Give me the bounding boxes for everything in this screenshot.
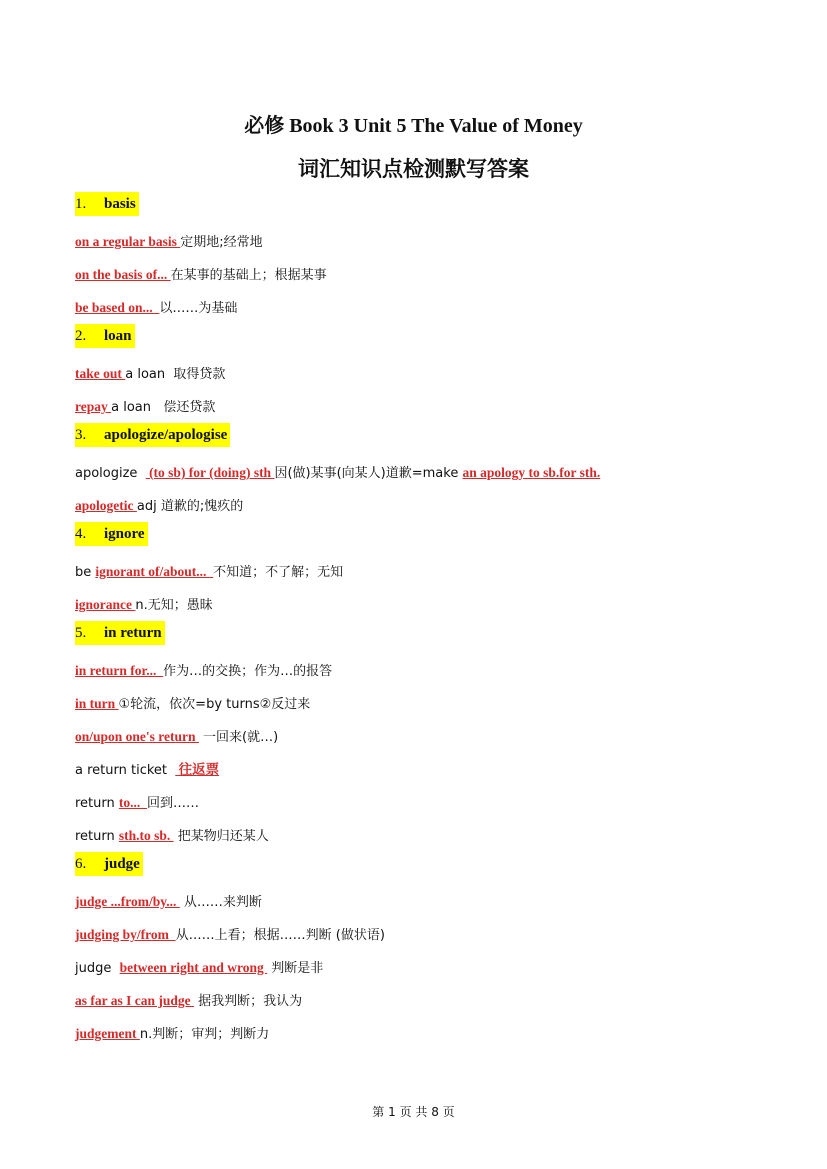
answer-phrase: 往返票	[175, 762, 220, 777]
phrase-text: 回到……	[147, 796, 200, 811]
phrase-line	[75, 951, 775, 984]
section-keyword: loan	[104, 328, 132, 344]
answer-phrase: be based on...	[75, 300, 160, 315]
answer-phrase: (to sb) for (doing) sth	[145, 465, 275, 480]
phrase-text: 从……来判断	[179, 895, 262, 910]
section-heading-row	[75, 522, 775, 555]
answer-phrase: ignorance	[75, 597, 136, 612]
answer-phrase: between right and wrong	[119, 960, 268, 975]
phrase-text: ①轮流，依次=by turns②反过来	[118, 697, 311, 712]
section-keyword: judge	[104, 856, 140, 872]
phrase-text: a return ticket	[75, 763, 176, 778]
phrase-text: 据我判断；我认为	[194, 994, 303, 1009]
footer-suffix: 页	[438, 1105, 455, 1119]
phrase-line	[75, 489, 775, 522]
phrase-text: return	[75, 829, 119, 844]
phrase-text: return	[75, 796, 119, 811]
footer-prefix: 第	[372, 1105, 389, 1119]
phrase-line	[75, 984, 775, 1017]
section-number: 2.	[75, 328, 87, 344]
section-heading-row	[75, 423, 775, 456]
section-number: 6.	[75, 856, 87, 872]
section-heading	[75, 621, 165, 645]
answer-phrase: take out	[75, 366, 126, 381]
answer-phrase: in return for...	[75, 663, 164, 678]
answer-phrase: apologetic	[75, 498, 137, 513]
phrase-line	[75, 654, 775, 687]
phrase-text: adj 道歉的;愧疚的	[136, 499, 244, 514]
section-heading	[75, 192, 139, 216]
answer-phrase: repay	[75, 399, 112, 414]
phrase-line	[75, 555, 775, 588]
phrase-text: 因(做)某事(向某人)道歉=make	[274, 466, 463, 481]
phrase-line	[75, 819, 775, 852]
phrase-line	[75, 885, 775, 918]
page-number: 1	[388, 1105, 396, 1119]
phrase-line	[75, 687, 775, 720]
section-keyword: in return	[104, 625, 162, 641]
phrase-text: 作为…的交换；作为…的报答	[163, 664, 333, 679]
footer-middle: 页 共	[395, 1105, 432, 1119]
phrase-text: 以……为基础	[159, 301, 238, 316]
phrase-line	[75, 753, 775, 786]
phrase-line	[75, 1017, 775, 1050]
phrase-line	[75, 456, 775, 489]
section-heading-row	[75, 192, 775, 225]
phrase-line	[75, 357, 775, 390]
phrase-text: 一回来(就…)	[198, 730, 279, 745]
answer-phrase: in turn	[75, 696, 119, 711]
page-total: 8	[431, 1105, 439, 1119]
phrase-text: 定期地;经常地	[180, 235, 263, 250]
answer-phrase: sth.to sb.	[118, 828, 174, 843]
phrase-text: 在某事的基础上；根据某事	[170, 268, 327, 283]
section-number: 3.	[75, 427, 87, 443]
phrase-text: 从……上看；根据……判断 (做状语)	[175, 928, 385, 943]
section-heading	[75, 852, 143, 876]
answer-phrase: to...	[118, 795, 148, 810]
phrase-line	[75, 225, 775, 258]
answer-phrase: judgement	[75, 1026, 140, 1041]
phrase-line	[75, 588, 775, 621]
section-number: 1.	[75, 196, 87, 212]
phrase-text: judge	[75, 961, 120, 976]
answer-phrase: judge ...from/by...	[75, 894, 180, 909]
document-title: 必修 Book 3 Unit 5 The Value of Money	[244, 115, 583, 137]
section-heading	[75, 522, 148, 546]
phrase-text: n.无知；愚昧	[135, 598, 213, 613]
phrase-text: a loan 取得贷款	[125, 367, 226, 382]
section-keyword: basis	[104, 196, 136, 212]
phrase-line	[75, 390, 775, 423]
phrase-line	[75, 291, 775, 324]
page-footer	[0, 1103, 827, 1120]
phrase-text: 不知道；不了解；无知	[213, 565, 344, 580]
phrase-text: n.判断；审判；判断力	[139, 1027, 270, 1042]
section-heading-row	[75, 621, 775, 654]
section-keyword: apologize/apologise	[104, 427, 228, 443]
section-heading-row	[75, 852, 775, 885]
answer-phrase: judging by/from	[75, 927, 176, 942]
section-heading	[75, 423, 230, 447]
section-heading-row	[75, 324, 775, 357]
answer-phrase: on/upon one's return	[75, 729, 199, 744]
phrase-line	[75, 918, 775, 951]
phrase-text: 判断是非	[267, 961, 324, 976]
phrase-line	[75, 786, 775, 819]
answer-phrase: on the basis of...	[75, 267, 171, 282]
answer-phrase: ignorant of/about...	[95, 564, 214, 579]
section-heading	[75, 324, 135, 348]
answer-phrase: as far as I can judge	[75, 993, 195, 1008]
section-keyword: ignore	[104, 526, 145, 542]
phrase-text: a loan 偿还贷款	[111, 400, 216, 415]
phrase-text: be	[75, 565, 96, 580]
section-number: 4.	[75, 526, 87, 542]
phrase-text: 把某物归还某人	[173, 829, 269, 844]
answer-phrase: on a regular basis	[75, 234, 181, 249]
phrase-line	[75, 258, 775, 291]
answer-phrase: an apology to sb.for sth.	[462, 465, 601, 480]
phrase-line	[75, 720, 775, 753]
vocabulary-list	[75, 192, 775, 1050]
section-number: 5.	[75, 625, 87, 641]
document-subtitle: 词汇知识点检测默写答案	[298, 157, 529, 181]
phrase-text: apologize	[75, 466, 146, 481]
